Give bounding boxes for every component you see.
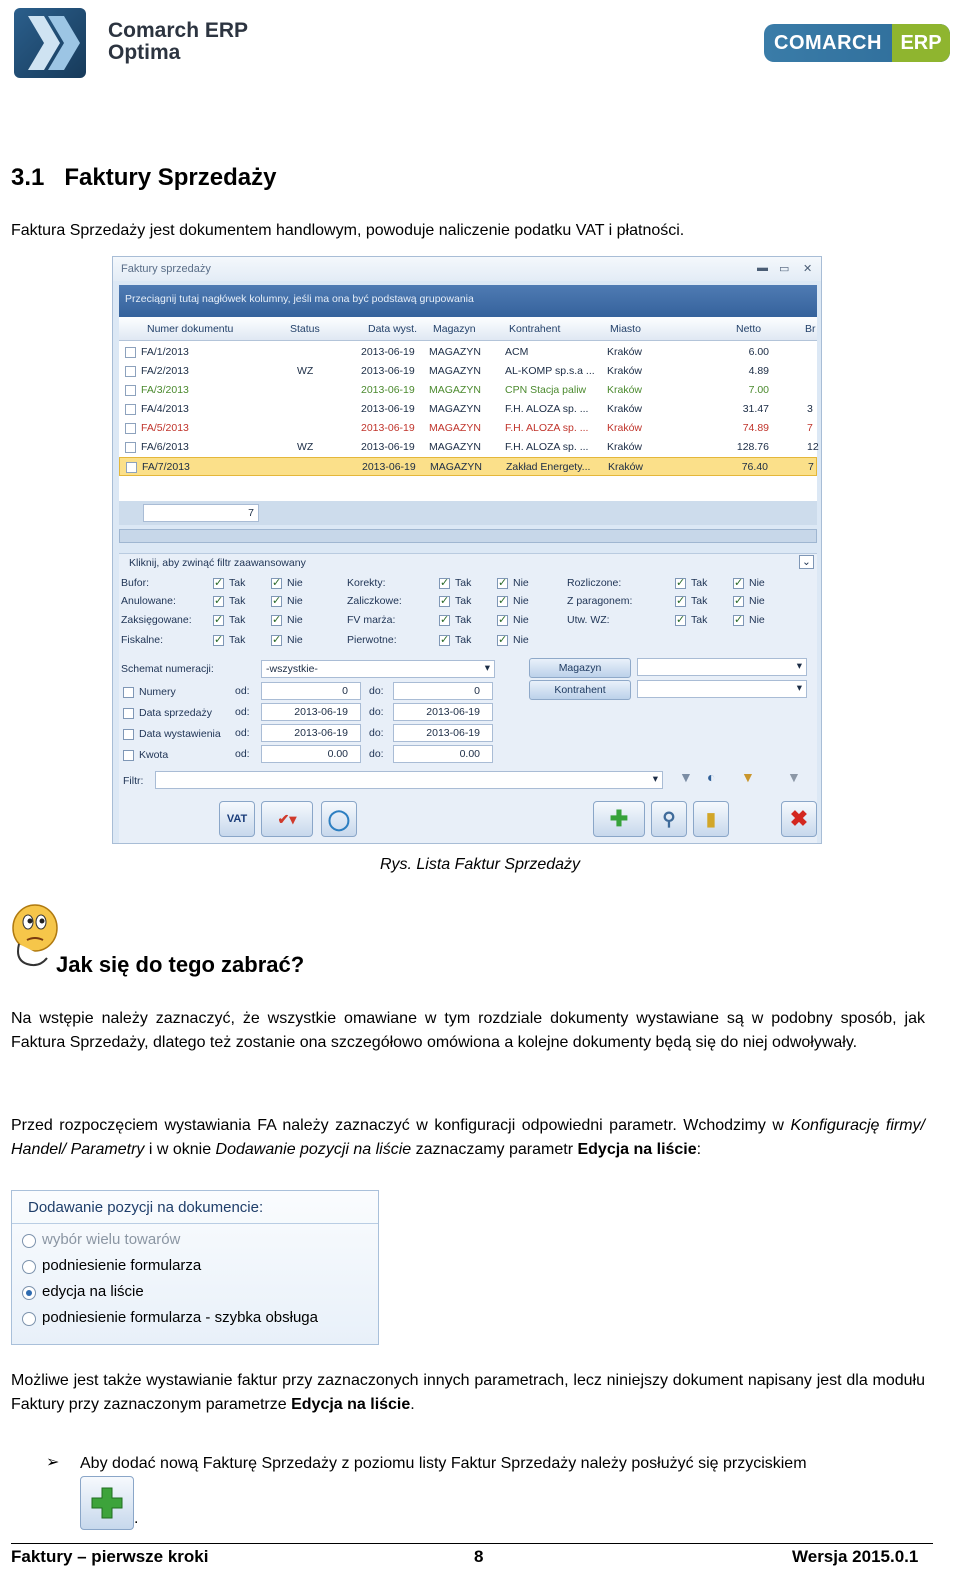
data-wyst-od-input[interactable]: 2013-06-19 (261, 724, 361, 742)
cell-br: 12 (807, 441, 819, 453)
tak-label: Tak (691, 595, 708, 607)
zaksiegowane-label: Zaksięgowane: (121, 614, 192, 626)
cell-mag: MAGAZYN (429, 422, 481, 434)
group-by-bar[interactable]: Przeciągnij tutaj nagłówek kolumny, jeśli ma ona być podstawą grupowania (119, 285, 817, 317)
fv-marza-label: FV marża: (347, 614, 396, 626)
table-row[interactable] (119, 362, 817, 381)
kwota-checkbox[interactable] (123, 750, 134, 761)
cell-mag: MAGAZYN (429, 403, 481, 415)
kontrahent-select[interactable]: ▾ (637, 680, 807, 698)
pierwotne-label: Pierwotne: (347, 634, 397, 646)
cell-date: 2013-06-19 (362, 461, 416, 473)
data-sprzedazy-label: Data sprzedaży (139, 707, 212, 719)
kwota-od-input[interactable]: 0.00 (261, 745, 361, 763)
collapse-icon[interactable]: ⌄ (799, 555, 814, 569)
nie-checkbox[interactable] (497, 635, 508, 646)
tak-label: Tak (691, 614, 708, 626)
cell-miasto: Kraków (607, 403, 643, 415)
cell-netto: 128.76 (736, 441, 769, 453)
nie-checkbox[interactable] (271, 578, 282, 589)
tak-label: Tak (455, 614, 472, 626)
data-sprz-od-input[interactable]: 2013-06-19 (261, 703, 361, 721)
filter-clear-icon[interactable]: ◐ (707, 769, 716, 785)
table-row[interactable] (119, 381, 817, 400)
schemat-label: Schemat numeracji: (121, 663, 214, 675)
row-checkbox[interactable] (125, 366, 136, 377)
window-title: Faktury sprzedaży (121, 263, 211, 275)
section-title: 3.1 Faktury Sprzedaży (11, 164, 277, 191)
nie-checkbox[interactable] (497, 615, 508, 626)
row-count: 7 (143, 504, 259, 522)
close-button[interactable]: ✖ (781, 801, 817, 837)
product-name: Comarch ERP Optima (108, 19, 249, 64)
col-status[interactable]: Status (290, 323, 320, 335)
tak-checkbox[interactable] (439, 635, 450, 646)
cell-num: FA/1/2013 (141, 346, 189, 358)
intro-paragraph: Faktura Sprzedaży jest dokumentem handlowym, powoduje naliczenie podatku VAT i płatności. (11, 222, 685, 239)
filter-icon[interactable]: ▼ (679, 769, 693, 785)
kontrahent-button[interactable]: Kontrahent (529, 680, 631, 700)
numery-checkbox[interactable] (123, 687, 134, 698)
tak-checkbox[interactable] (675, 596, 686, 607)
table-row[interactable] (119, 438, 817, 457)
tak-label: Tak (455, 577, 472, 589)
cell-br: 3 (807, 403, 813, 415)
do-label: do: (369, 685, 384, 697)
cell-date: 2013-06-19 (361, 422, 415, 434)
tak-checkbox[interactable] (213, 596, 224, 607)
cell-mag: MAGAZYN (430, 461, 482, 473)
zaliczkowe-label: Zaliczkowe: (347, 595, 402, 607)
option-list-edit-radio[interactable] (22, 1286, 36, 1300)
col-date[interactable]: Data wyst. (368, 323, 418, 335)
cell-kontr: F.H. ALOZA sp. ... (505, 422, 589, 434)
col-miasto[interactable]: Miasto (610, 323, 641, 335)
bufor-label: Bufor: (121, 577, 150, 589)
nie-label: Nie (749, 577, 765, 589)
filter-build-icon[interactable]: ▼ (741, 769, 755, 785)
nie-label: Nie (513, 595, 529, 607)
cell-date: 2013-06-19 (361, 384, 415, 396)
cell-date: 2013-06-19 (361, 346, 415, 358)
col-brutto[interactable]: Br (805, 323, 816, 335)
cell-num: FA/6/2013 (141, 441, 189, 453)
option-form-radio[interactable] (22, 1260, 36, 1274)
cell-num: FA/7/2013 (142, 461, 190, 473)
nie-checkbox[interactable] (271, 615, 282, 626)
tak-label: Tak (229, 577, 246, 589)
cell-num: FA/3/2013 (141, 384, 189, 396)
table-row[interactable] (119, 419, 817, 438)
add-dropdown-button[interactable]: ✚ (593, 801, 645, 837)
cell-status: WZ (297, 365, 314, 377)
optima-logo-icon (14, 8, 86, 78)
cell-miasto: Kraków (608, 461, 644, 473)
edit-button[interactable]: ⚲ (651, 801, 687, 837)
magazyn-select[interactable]: ▾ (637, 658, 807, 676)
thinking-smiley-icon (11, 904, 59, 968)
utw-wz-label: Utw. WZ: (567, 614, 610, 626)
cell-netto: 31.47 (742, 403, 769, 415)
row-checkbox[interactable] (125, 385, 136, 396)
cell-mag: MAGAZYN (429, 384, 481, 396)
kwota-do-input[interactable]: 0.00 (393, 745, 493, 763)
nie-checkbox[interactable] (733, 615, 744, 626)
cell-netto: 76.40 (741, 461, 768, 473)
tak-checkbox[interactable] (439, 596, 450, 607)
cell-kontr: ACM (505, 346, 529, 358)
vat-button[interactable]: VAT (219, 801, 255, 837)
nie-label: Nie (749, 614, 765, 626)
data-wystawienia-label: Data wystawienia (139, 728, 221, 740)
data-sprzedazy-checkbox[interactable] (123, 708, 134, 719)
tak-label: Tak (229, 595, 246, 607)
add-items-panel (11, 1190, 379, 1345)
maximize-icon[interactable]: ▭ (779, 263, 790, 275)
filtr-input[interactable]: ▾ (155, 771, 663, 789)
grid-header (119, 317, 817, 341)
nie-label: Nie (513, 577, 529, 589)
tak-label: Tak (455, 634, 472, 646)
nie-label: Nie (287, 634, 303, 646)
option-fast-form-radio[interactable] (22, 1312, 36, 1326)
od-label: od: (235, 706, 250, 718)
numer-do-input[interactable]: 0 (393, 682, 493, 700)
do-label: do: (369, 748, 384, 760)
nie-label: Nie (513, 634, 529, 646)
tak-label: Tak (691, 577, 708, 589)
numery-label: Numery (139, 686, 176, 698)
nie-checkbox[interactable] (271, 635, 282, 646)
kwota-label: Kwota (139, 749, 169, 761)
cell-netto: 74.89 (742, 422, 769, 434)
cell-br: 7 (807, 422, 813, 434)
nie-checkbox[interactable] (271, 596, 282, 607)
refresh-button[interactable]: ◯ (321, 801, 357, 837)
cell-num: FA/4/2013 (141, 403, 189, 415)
col-kontrahent[interactable]: Kontrahent (509, 323, 561, 335)
col-number[interactable]: Numer dokumentu (147, 323, 234, 335)
tak-checkbox[interactable] (213, 635, 224, 646)
col-netto[interactable]: Netto (736, 323, 762, 335)
nie-label: Nie (287, 614, 303, 626)
option-form-label: podniesienie formularza (42, 1257, 202, 1274)
footer-version: Wersja 2015.0.1 (792, 1547, 919, 1566)
tak-checkbox[interactable] (439, 578, 450, 589)
grid-footer (119, 501, 817, 525)
magazyn-button[interactable]: Magazyn (529, 658, 631, 678)
table-row[interactable] (119, 343, 817, 362)
anulowane-label: Anulowane: (121, 595, 176, 607)
option-multi-radio[interactable] (22, 1234, 36, 1248)
paragraph-1: Na wstępie należy zaznaczyć, że wszystkie omawiane w tym rozdziale dokumenty wystawiane są w podobny sposób, jak Faktura Sprzedaży, dlatego też zostanie ona szczegółowo omówiona a kolejne dokumenty będą się do niej odwoływały. (11, 1010, 925, 1051)
option-fast-form-label: podniesienie formularza - szybka obsługa (42, 1309, 318, 1326)
invoice-grid (119, 341, 817, 501)
bullet-arrow-icon: ➢ (46, 1454, 60, 1471)
table-row[interactable] (119, 400, 817, 419)
tak-checkbox[interactable] (675, 578, 686, 589)
z-paragonem-label: Z paragonem: (567, 595, 633, 607)
data-sprz-do-input[interactable]: 2013-06-19 (393, 703, 493, 721)
footer-left: Faktury – pierwsze kroki (11, 1547, 209, 1566)
cell-miasto: Kraków (607, 422, 643, 434)
cell-num: FA/2/2013 (141, 365, 189, 377)
cell-miasto: Kraków (607, 346, 643, 358)
col-magazyn[interactable]: Magazyn (433, 323, 476, 335)
cell-date: 2013-06-19 (361, 365, 415, 377)
cell-kontr: AL-KOMP sp.s.a ... (505, 365, 595, 377)
cell-miasto: Kraków (607, 441, 643, 453)
delete-button[interactable]: ▮ (693, 801, 729, 837)
bullet-end: . (134, 1510, 139, 1527)
minimize-icon[interactable]: ▬ (757, 262, 768, 274)
tak-checkbox[interactable] (213, 615, 224, 626)
cell-miasto: Kraków (607, 384, 643, 396)
tak-label: Tak (455, 595, 472, 607)
cell-kontr: CPN Stacja paliw (505, 384, 587, 396)
close-icon[interactable]: ✕ (803, 263, 813, 275)
od-label: od: (235, 748, 250, 760)
do-label: do: (369, 727, 384, 739)
korekty-label: Korekty: (347, 577, 386, 589)
row-checkbox[interactable] (125, 404, 136, 415)
cell-date: 2013-06-19 (361, 403, 415, 415)
tak-label: Tak (229, 634, 246, 646)
cell-netto: 7.00 (748, 384, 769, 396)
nie-label: Nie (749, 595, 765, 607)
numer-od-input[interactable]: 0 (261, 682, 361, 700)
nie-checkbox[interactable] (497, 578, 508, 589)
option-list-edit-label: edycja na liście (42, 1283, 144, 1300)
paragraph-2: Przed rozpoczęciem wystawiania FA należy zaznaczyć w konfiguracji odpowiedni parametr. Wchodzimy w Konfigurację firmy/ Handel/ Parametry i w oknie Dodawanie pozycji na liście zaznaczamy parametr Edycja na liście: (11, 1117, 926, 1158)
approve-dropdown-button[interactable]: ✔▾ (261, 801, 313, 837)
row-checkbox[interactable] (125, 347, 136, 358)
footer-divider (11, 1543, 933, 1544)
od-label: od: (235, 685, 250, 697)
cell-mag: MAGAZYN (429, 346, 481, 358)
panel-title: Dodawanie pozycji na dokumencie: (28, 1199, 264, 1216)
tak-label: Tak (229, 614, 246, 626)
nie-checkbox[interactable] (733, 596, 744, 607)
cell-netto: 4.89 (748, 365, 769, 377)
add-button-image[interactable] (80, 1476, 134, 1530)
cell-netto: 6.00 (748, 346, 769, 358)
row-checkbox[interactable] (126, 462, 137, 473)
invoices-window (112, 256, 822, 844)
nie-label: Nie (287, 577, 303, 589)
filter-toggle[interactable]: Kliknij, aby zwinąć filtr zaawansowany (129, 557, 306, 569)
comarch-erp-logo: COMARCH ERP (764, 24, 950, 62)
nie-checkbox[interactable] (497, 596, 508, 607)
do-label: do: (369, 706, 384, 718)
cell-kontr: F.H. ALOZA sp. ... (505, 441, 589, 453)
tak-checkbox[interactable] (213, 578, 224, 589)
figure-caption: Rys. Lista Faktur Sprzedaży (379, 856, 581, 873)
bullet-text: Aby dodać nową Fakturę Sprzedaży z poziomu listy Faktur Sprzedaży należy posłużyć się przyciskiem (80, 1455, 807, 1472)
nie-label: Nie (287, 595, 303, 607)
nie-label: Nie (513, 614, 529, 626)
cell-kontr: Zakład Energety... (506, 461, 591, 473)
table-row[interactable] (119, 457, 817, 476)
rozliczone-label: Rozliczone: (567, 577, 622, 589)
schemat-select[interactable]: -wszystkie- ▾ (261, 660, 495, 678)
filtr-label: Filtr: (123, 775, 144, 787)
advanced-filter (119, 553, 817, 843)
cell-kontr: F.H. ALOZA sp. ... (505, 403, 589, 415)
cell-miasto: Kraków (607, 365, 643, 377)
howto-heading: Jak się do tego zabrać? (56, 952, 305, 977)
fiskalne-label: Fiskalne: (121, 634, 164, 646)
row-checkbox[interactable] (125, 423, 136, 434)
cell-status: WZ (297, 441, 314, 453)
nie-checkbox[interactable] (733, 578, 744, 589)
tak-checkbox[interactable] (439, 615, 450, 626)
row-checkbox[interactable] (125, 442, 136, 453)
data-wyst-do-input[interactable]: 2013-06-19 (393, 724, 493, 742)
cell-br: 7 (808, 461, 814, 473)
data-wystawienia-checkbox[interactable] (123, 729, 134, 740)
cell-mag: MAGAZYN (429, 365, 481, 377)
page-number: 8 (474, 1547, 484, 1566)
option-multi-label: wybór wielu towarów (42, 1231, 181, 1248)
od-label: od: (235, 727, 250, 739)
tak-checkbox[interactable] (675, 615, 686, 626)
cell-date: 2013-06-19 (361, 441, 415, 453)
horizontal-scrollbar[interactable] (119, 529, 817, 543)
cell-mag: MAGAZYN (429, 441, 481, 453)
paragraph-3: Możliwe jest także wystawianie faktur przy zaznaczonych innych parametrach, lecz niniejszy dokument napisany jest dla modułu Faktury przy zaznaczonym parametrze Edycja na liście. (11, 1372, 925, 1413)
cell-num: FA/5/2013 (141, 422, 189, 434)
filter-reset-icon[interactable]: ▼ (787, 769, 801, 785)
